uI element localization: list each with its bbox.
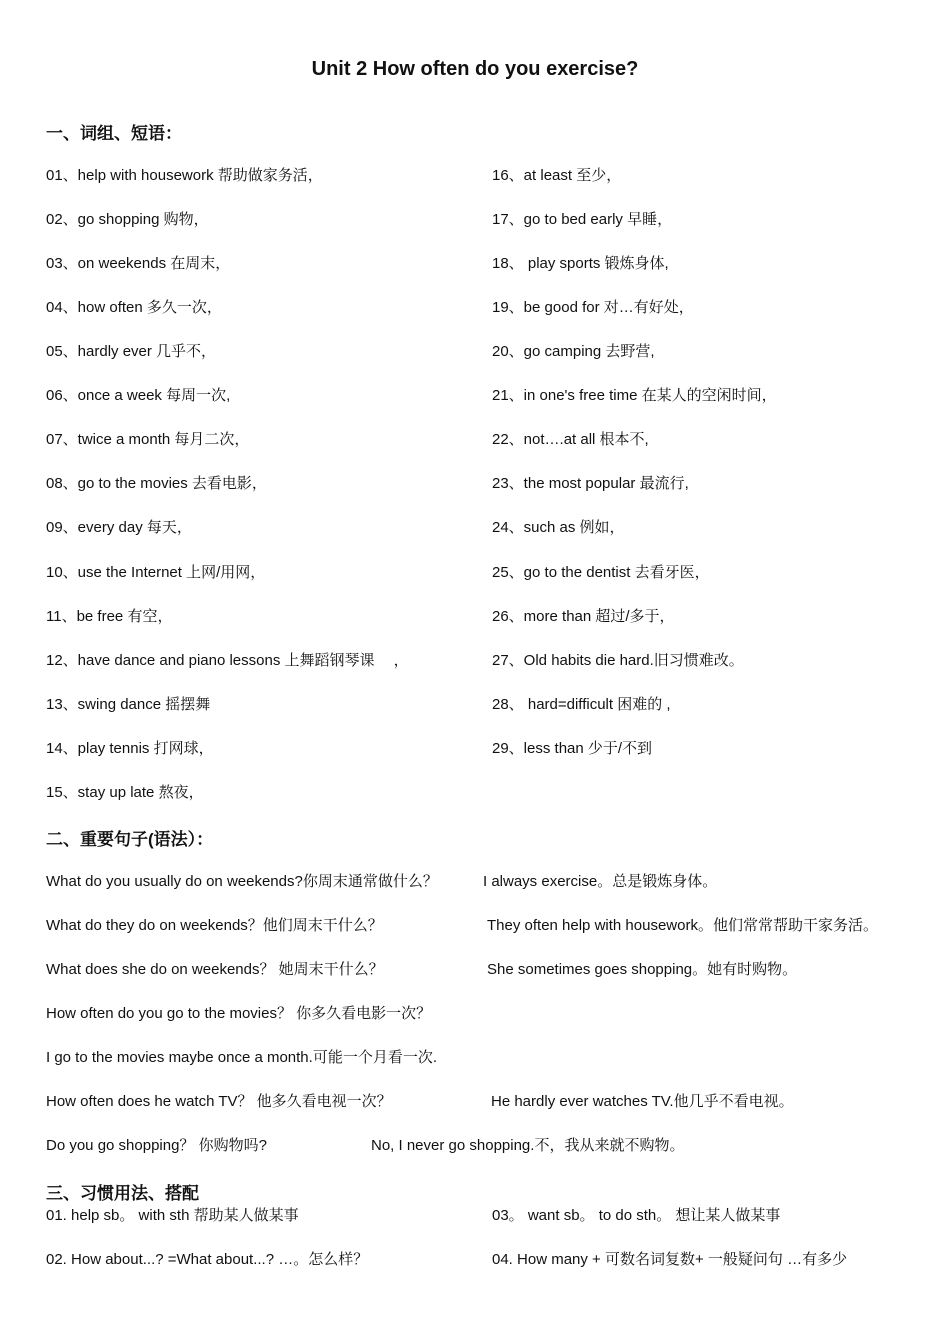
phrase-item: 29、less than 少于/不到 bbox=[492, 740, 653, 757]
phrase-item: 26、more than 超过/多于， bbox=[492, 608, 675, 625]
phrase-item: 16、at least 至少， bbox=[492, 167, 622, 184]
phrase-item: 18、 play sports 锻炼身体, bbox=[492, 255, 669, 272]
phrase-item: 05、hardly ever 几乎不， bbox=[46, 343, 217, 360]
sentence-answer: No, I never go shopping.不，我从来就不购物。 bbox=[371, 1137, 685, 1154]
phrase-item: 27、Old habits die hard.旧习惯难改。 bbox=[492, 652, 744, 669]
sentence-question: Do you go shopping？ 你购物吗? bbox=[46, 1137, 267, 1154]
section-heading-usage: 三、习惯用法、搭配 bbox=[46, 1184, 199, 1203]
phrase-item: 12、have dance and piano lessons 上舞蹈钢琴课 ， bbox=[46, 652, 409, 669]
phrase-item: 04、how often 多久一次， bbox=[46, 299, 222, 316]
sentence-question: How often do you go to the movies？ 你多久看电影一次？ bbox=[46, 1005, 432, 1022]
phrase-item: 20、go camping 去野营, bbox=[492, 343, 655, 360]
sentence-question: What do you usually do on weekends?你周末通常做什么？ bbox=[46, 873, 438, 890]
sentence-answer: She sometimes goes shopping。她有时购物。 bbox=[487, 961, 798, 978]
usage-item: 01. help sb。 with sth 帮助某人做某事 bbox=[46, 1207, 299, 1224]
sentence-question: How often does he watch TV？ 他多久看电视一次？ bbox=[46, 1093, 392, 1110]
sentence-question: What do they do on weekends？他们周末干什么？ bbox=[46, 917, 383, 934]
phrase-item: 03、on weekends 在周末， bbox=[46, 255, 231, 272]
page-title: Unit 2 How often do you exercise? bbox=[311, 58, 639, 80]
phrase-item: 22、not….at all 根本不, bbox=[492, 431, 649, 448]
sentence-question: I go to the movies maybe once a month.可能一个月看一次. bbox=[46, 1049, 437, 1066]
phrase-item: 01、help with housework 帮助做家务活， bbox=[46, 167, 323, 184]
phrase-item: 17、go to bed early 早睡， bbox=[492, 211, 673, 228]
phrase-item: 15、stay up late 熬夜， bbox=[46, 784, 204, 801]
phrase-item: 08、go to the movies 去看电影， bbox=[46, 475, 267, 492]
phrase-item: 21、in one's free time 在某人的空闲时间， bbox=[492, 387, 777, 404]
phrase-item: 11、be free 有空， bbox=[46, 608, 173, 625]
phrase-item: 14、play tennis 打网球， bbox=[46, 740, 214, 757]
phrase-item: 09、every day 每天， bbox=[46, 519, 192, 536]
phrase-item: 25、go to the dentist 去看牙医， bbox=[492, 564, 710, 581]
phrase-item: 10、use the Internet 上网/用网， bbox=[46, 564, 266, 581]
phrase-item: 13、swing dance 摇摆舞 bbox=[46, 696, 211, 713]
phrase-item: 07、twice a month 每月二次， bbox=[46, 431, 250, 448]
sentence-answer: They often help with housework。他们常常帮助干家务活。 bbox=[487, 917, 878, 934]
usage-item: 03。 want sb。 to do sth。 想让某人做某事 bbox=[492, 1207, 781, 1224]
phrase-item: 02、go shopping 购物， bbox=[46, 211, 209, 228]
sentence-answer: I always exercise。总是锻炼身体。 bbox=[483, 873, 718, 890]
phrase-item: 23、the most popular 最流行, bbox=[492, 475, 689, 492]
phrase-item: 06、once a week 每周一次, bbox=[46, 387, 231, 404]
section-heading-sentences: 二、重要句子(语法）： bbox=[46, 830, 214, 849]
sentence-question: What does she do on weekends？ 她周末干什么？ bbox=[46, 961, 384, 978]
phrase-item: 24、such as 例如， bbox=[492, 519, 625, 536]
section-heading-phrases: 一、词组、短语： bbox=[46, 124, 182, 143]
phrase-item: 28、 hard=difficult 困难的 , bbox=[492, 696, 671, 713]
sentence-answer: He hardly ever watches TV.他几乎不看电视。 bbox=[491, 1093, 794, 1110]
usage-item: 02. How about...? =What about...? …。怎么样？ bbox=[46, 1251, 369, 1268]
usage-item: 04. How many + 可数名词复数+ 一般疑问句 …有多少 bbox=[492, 1251, 848, 1268]
phrase-item: 19、be good for 对…有好处， bbox=[492, 299, 694, 316]
